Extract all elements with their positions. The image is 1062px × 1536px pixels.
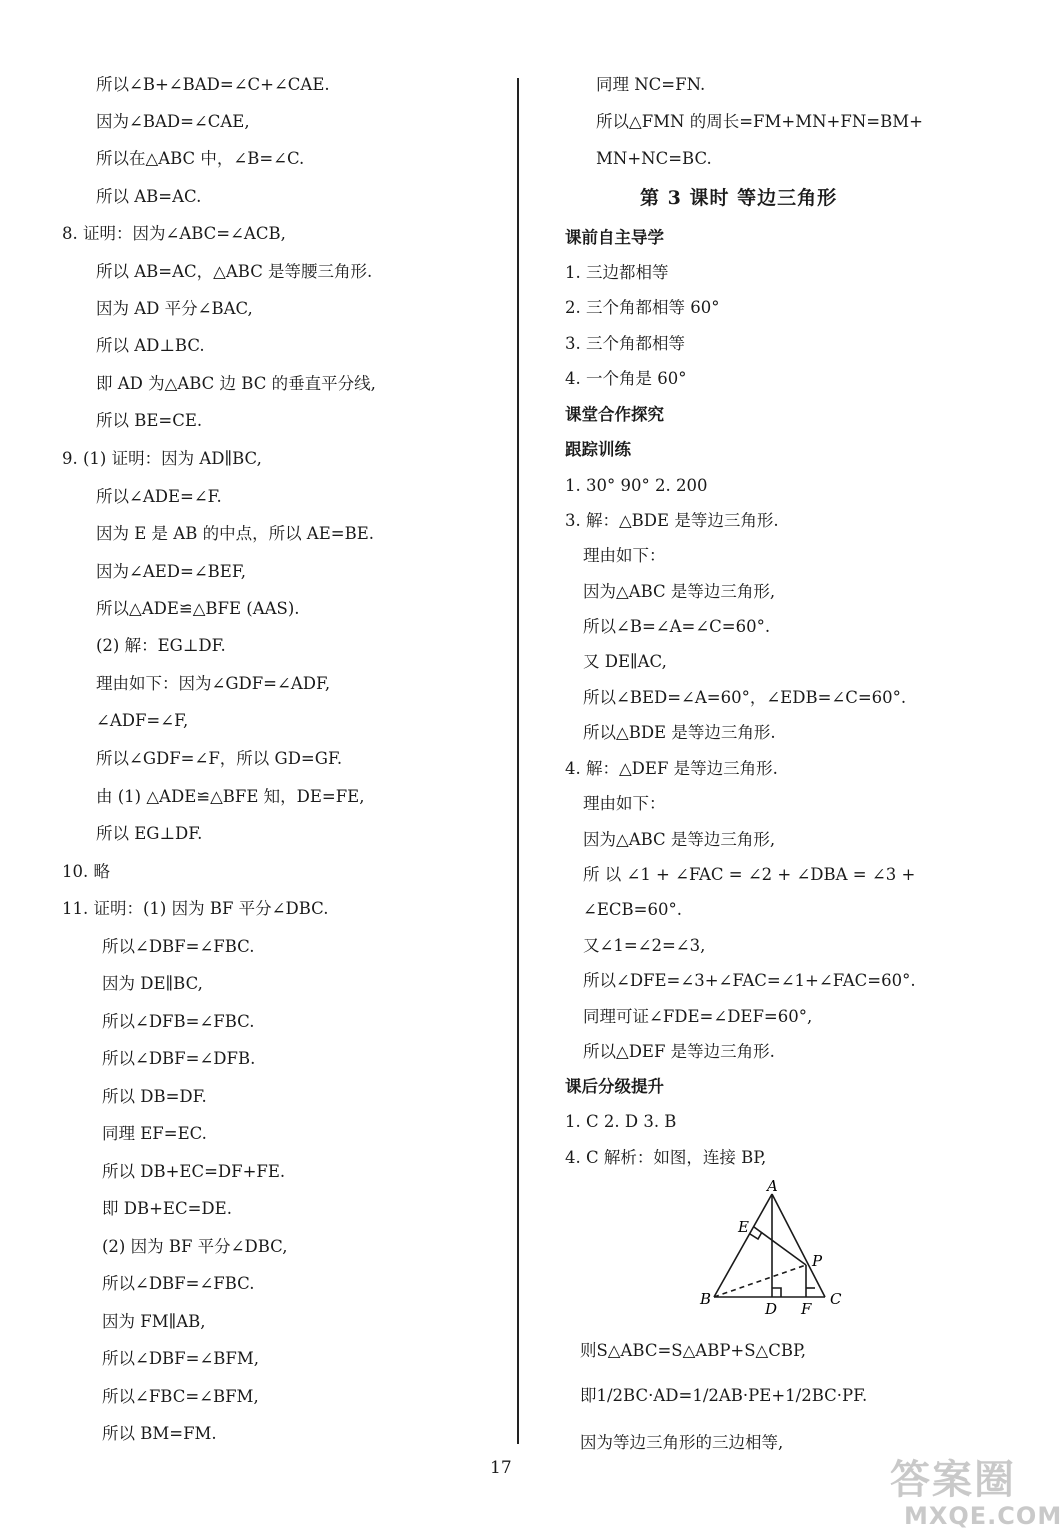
right-line: 因为△ABC 是等边三角形, xyxy=(583,830,776,849)
left-line: 所以∠B+∠BAD=∠C+∠CAE. xyxy=(96,75,330,94)
left-line: 所以∠DBF=∠FBC. xyxy=(102,937,255,956)
right-line: 同理可证∠FDE=∠DEF=60°, xyxy=(583,1007,813,1026)
label-b: B xyxy=(700,1290,712,1308)
right-line: 理由如下： xyxy=(583,546,666,565)
right-line: 同理 NC=FN. xyxy=(596,75,706,94)
left-line: 11. 证明：(1) 因为 BF 平分∠DBC. xyxy=(62,899,329,918)
label-d: D xyxy=(765,1300,778,1318)
section-title: 第 3 课时 等边三角形 xyxy=(640,187,838,209)
left-line: 即 AD 为△ABC 边 BC 的垂直平分线, xyxy=(96,374,376,393)
left-line: 所以∠ADE=∠F. xyxy=(96,487,222,506)
left-line: 所以 BM=FM. xyxy=(102,1424,217,1443)
right-line: 所以∠BED=∠A=60°，∠EDB=∠C=60°. xyxy=(583,688,907,707)
watermark-top: 答案圈 xyxy=(890,1457,1016,1503)
left-line: 8. 证明：因为∠ABC=∠ACB, xyxy=(62,224,286,243)
right-line: 课后分级提升 xyxy=(565,1077,664,1096)
right-line: 1. 30° 90° 2. 200 xyxy=(565,476,708,495)
left-line: 理由如下：因为∠GDF=∠ADF, xyxy=(96,674,331,693)
right-line: 跟踪训练 xyxy=(565,440,631,459)
right-angle-e xyxy=(750,1232,762,1239)
right-line: 4. 一个角是 60° xyxy=(565,369,687,388)
left-line: 即 DB+EC=DE. xyxy=(102,1199,232,1218)
left-line: 所以 DB=DF. xyxy=(102,1087,207,1106)
right-angle-d xyxy=(772,1288,781,1297)
label-p: P xyxy=(812,1252,823,1270)
left-line: 所以 DB+EC=DF+FE. xyxy=(102,1162,286,1181)
right-line: 3. 三个角都相等 xyxy=(565,334,685,353)
left-line: 因为 DE∥BC, xyxy=(102,974,203,993)
page-number: 17 xyxy=(490,1458,512,1478)
right-line: 2. 三个角都相等 60° xyxy=(565,298,720,317)
left-line: 同理 EF=EC. xyxy=(102,1124,207,1143)
right-line: 所以△BDE 是等边三角形. xyxy=(583,723,776,742)
left-line: 因为∠BAD=∠CAE, xyxy=(96,112,250,131)
right-line: 所 以 ∠1 + ∠FAC = ∠2 + ∠DBA = ∠3 + xyxy=(583,865,916,884)
right-line: 又∠1=∠2=∠3, xyxy=(583,936,706,955)
right-line: 课前自主导学 xyxy=(565,228,664,247)
left-line: 因为 E 是 AB 的中点，所以 AE=BE. xyxy=(96,524,375,543)
left-line: ∠ADF=∠F, xyxy=(96,711,189,730)
watermark-bottom: MXQE.COM xyxy=(904,1502,1062,1530)
left-line: 所以 AD⊥BC. xyxy=(96,336,205,355)
right-line: 所以△FMN 的周长=FM+MN+FN=BM+ xyxy=(596,112,923,131)
right-line: 4. 解：△DEF 是等边三角形. xyxy=(565,759,778,778)
left-line: 所以∠DBF=∠BFM, xyxy=(102,1349,259,1368)
left-line: 所以 EG⊥DF. xyxy=(96,824,203,843)
left-line: 所以∠FBC=∠BFM, xyxy=(102,1387,259,1406)
right-line: 3. 解：△BDE 是等边三角形. xyxy=(565,511,779,530)
left-line: 因为∠AED=∠BEF, xyxy=(96,562,246,581)
right-line: 所以∠B=∠A=∠C=60°. xyxy=(583,617,771,636)
left-line: 所以 AB=AC，△ABC 是等腰三角形. xyxy=(96,262,373,281)
left-line: (2) 解：EG⊥DF. xyxy=(96,636,226,655)
label-e: E xyxy=(738,1218,749,1236)
segment-bp-dashed xyxy=(714,1265,806,1297)
left-line: 因为 FM∥AB, xyxy=(102,1312,206,1331)
watermark-logo xyxy=(890,1448,1062,1532)
right-line: 又 DE∥AC, xyxy=(583,652,667,671)
left-line: 由 (1) △ADE≌△BFE 知，DE=FE, xyxy=(96,787,365,806)
label-c: C xyxy=(830,1290,842,1308)
left-line: 因为 AD 平分∠BAC, xyxy=(96,299,253,318)
right-line: 因为△ABC 是等边三角形, xyxy=(583,582,776,601)
right-line: 课堂合作探究 xyxy=(565,405,664,424)
left-line: (2) 因为 BF 平分∠DBC, xyxy=(102,1237,288,1256)
left-line: 9. (1) 证明：因为 AD∥BC, xyxy=(62,449,262,468)
right-line: 4. C 解析：如图，连接 BP, xyxy=(565,1148,767,1167)
column-divider xyxy=(517,78,519,1444)
left-line: 所以△ADE≌△BFE (AAS). xyxy=(96,599,300,618)
label-a: A xyxy=(767,1177,778,1195)
right-line: MN+NC=BC. xyxy=(596,149,712,168)
label-f: F xyxy=(801,1300,812,1318)
left-line: 所以∠DBF=∠FBC. xyxy=(102,1274,255,1293)
triangle-figure xyxy=(690,1177,860,1320)
right-line: 理由如下： xyxy=(583,794,666,813)
left-line: 10. 略 xyxy=(62,862,110,881)
right-line: 1. 三边都相等 xyxy=(565,263,669,282)
left-line: 所以 AB=AC. xyxy=(96,187,202,206)
edge-ab xyxy=(714,1194,772,1297)
left-line: 所以∠DBF=∠DFB. xyxy=(102,1049,256,1068)
right-line: 1. C 2. D 3. B xyxy=(565,1112,677,1131)
right-line: 所以△DEF 是等边三角形. xyxy=(583,1042,775,1061)
right-line: 则S△ABC=S△ABP+S△CBP, xyxy=(580,1341,806,1360)
right-line: ∠ECB=60°. xyxy=(583,900,682,919)
left-line: 所以∠DFB=∠FBC. xyxy=(102,1012,255,1031)
right-line: 即1/2BC·AD=1/2AB·PE+1/2BC·PF. xyxy=(580,1386,868,1405)
right-line: 因为等边三角形的三边相等, xyxy=(580,1433,784,1452)
left-line: 所以 BE=CE. xyxy=(96,411,203,430)
right-line: 所以∠DFE=∠3+∠FAC=∠1+∠FAC=60°. xyxy=(583,971,916,990)
left-line: 所以∠GDF=∠F，所以 GD=GF. xyxy=(96,749,343,768)
left-line: 所以在△ABC 中，∠B=∠C. xyxy=(96,149,305,168)
